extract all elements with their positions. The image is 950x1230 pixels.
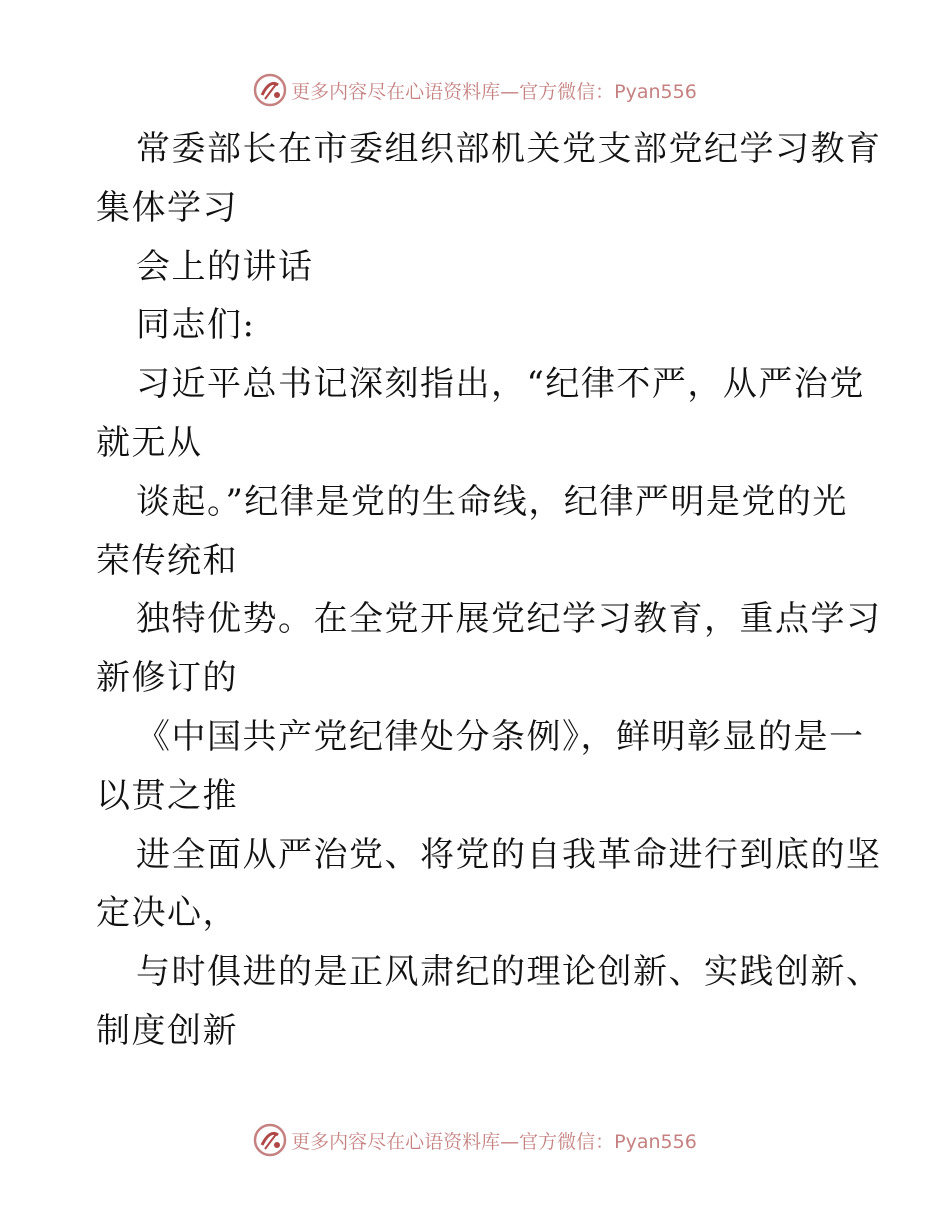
logo-icon — [253, 1123, 287, 1157]
paragraph-line: 新修订的 — [96, 658, 238, 699]
paragraph-line: 独特优势。在全党开展党纪学习教育，重点学习 — [136, 599, 882, 640]
watermark-text: 更多内容尽在心语资料库—官方微信：Pyan556 — [291, 1130, 697, 1153]
paragraph-line: 以贯之推 — [96, 775, 238, 816]
footer-watermark — [0, 1120, 950, 1160]
paragraph-line: 就无从 — [96, 422, 203, 463]
document-body — [96, 120, 882, 1061]
paragraph-line: 与时俱进的是正风肃纪的理论创新、实践创新、 — [136, 952, 882, 993]
paragraph-line: 习近平总书记深刻指出，“纪律不严，从严治党 — [136, 364, 865, 405]
header-watermark — [0, 70, 950, 110]
paragraph-line: 荣传统和 — [96, 540, 238, 581]
watermark-text: 更多内容尽在心语资料库—官方微信：Pyan556 — [291, 80, 697, 103]
salutation: 同志们: — [136, 305, 256, 346]
title-line-3: 会上的讲话 — [136, 246, 314, 287]
title-line-2: 集体学习 — [96, 187, 238, 228]
title-line-1: 常委部长在市委组织部机关党支部党纪学习教育 — [136, 129, 882, 169]
paragraph-line: 谈起。”纪律是党的生命线，纪律严明是党的光 — [136, 481, 848, 522]
paragraph-line: 《中国共产党纪律处分条例》，鲜明彰显的是一 — [136, 716, 865, 757]
paragraph-line: 进全面从严治党、将党的自我革命进行到底的坚 — [136, 834, 882, 875]
logo-icon — [253, 73, 287, 107]
paragraph-line: 制度创新 — [96, 1010, 238, 1051]
paragraph-line: 定决心， — [96, 893, 238, 934]
